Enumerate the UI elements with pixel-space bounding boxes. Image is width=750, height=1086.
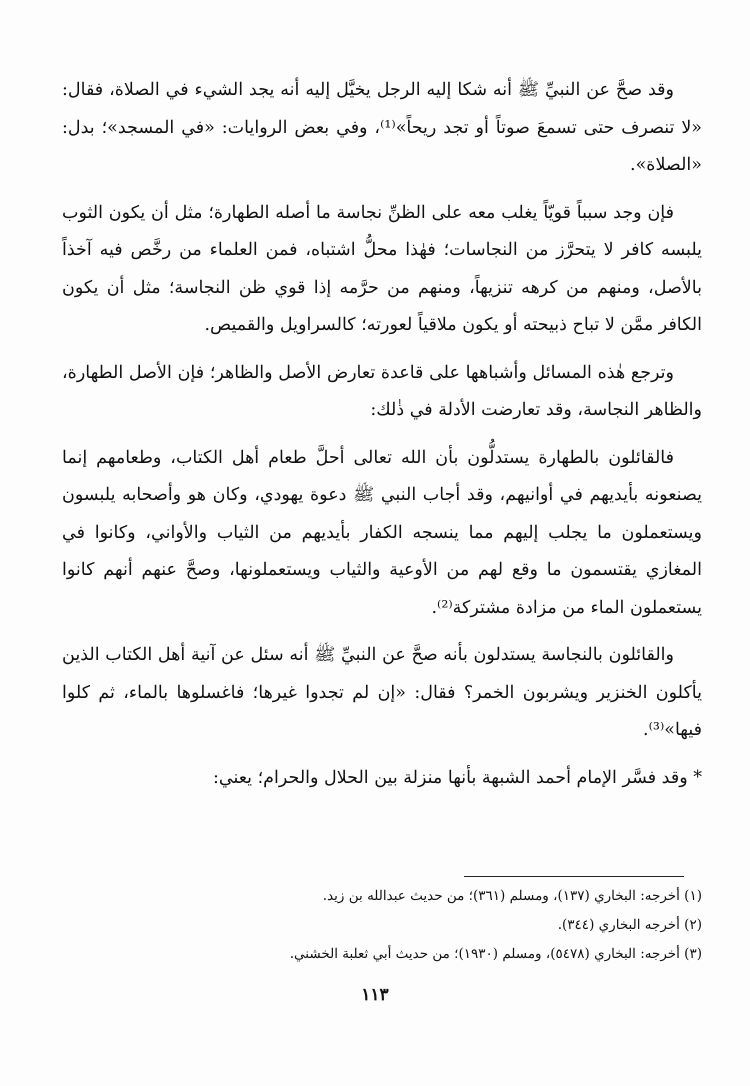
paragraph-2: فإن وجد سبباً قويّاً يغلب معه على الظنِّ نجاسة ما أصله الطهارة؛ مثل أن يكون الثوب يلبسه كافر لا يتحرَّز من النجاسات؛ فهٰذا محلُّ اشتباه، فمن العلماء من رخَّص فيه آخذاً بالأصل، ومنهم من كرهه تنزيهاً، ومنهم من حرَّمه إذا قوي ظن النجاسة؛ مثل أن يكون الكافر ممَّن لا تباح ذبيحته أو يكون ملاقياً لعورته؛ كالسراويل والقميص. [62, 202, 703, 335]
footnote-3: (٣) أخرجه: البخاري (٥٤٧٨)، ومسلم (١٩٣٠)؛ من حديث أبي ثعلبة الخشني. [289, 946, 702, 962]
main-text [62, 72, 702, 797]
page-number: ١١٣ [361, 985, 389, 1005]
paragraph-5: والقائلون بالنجاسة يستدلون بأنه صحَّ عن النبيِّ ﷺ أنه سئل عن آنية أهل الكتاب الذين يأكلون الخنزير ويشربون الخمر؟ فقال: «إن لم تجدوا غيرها؛ فاغسلوها بالماء، ثم كلوا فيها»⁽³⁾. [62, 645, 702, 740]
footnotes [62, 882, 702, 969]
footnote-divider [464, 876, 684, 877]
paragraph-4: فالقائلون بالطهارة يستدلُّون بأن الله تعالى أحلَّ طعام أهل الكتاب، وطعامهم إنما يصنعونه بأيديهم في أوانيهم، وقد أجاب النبي ﷺ دعوة يهودي، وكان هو وأصحابه يلبسون ويستعملون ما يجلب إليهم مما ينسجه الكفار بأيديهم من الثياب والأواني، وكانوا في المغازي يقتسمون ما وقع لهم من الأوعية والثياب ويستعملونها، وصحَّ عنهم أنهم كانوا يستعملون الماء من مزادة مشتركة⁽²⁾. [62, 447, 702, 618]
footnote-1: (١) أخرجه: البخاري (١٣٧)، ومسلم (٣٦١)؛ من حديث عبدالله بن زيد. [322, 888, 702, 904]
paragraph-3: وترجع هٰذه المسائل وأشباهها على قاعدة تعارض الأصل والظاهر؛ فإن الأصل الطهارة، والظاهر النجاسة، وقد تعارضت الأدلة في ذٰلك: [62, 362, 702, 420]
footnote-2: (٢) أخرجه البخاري (٣٤٤). [557, 917, 702, 933]
closing-line: * وقد فسَّر الإمام أحمد الشبهة بأنها منزلة بين الحلال والحرام؛ يعني: [212, 767, 702, 788]
paragraph-1: وقد صحَّ عن النبيِّ ﷺ أنه شكا إليه الرجل يخيَّل إليه أنه يجد الشيء في الصلاة، فقال: «لا تنصرف حتى تسمعَ صوتاً أو تجد ريحاً»⁽¹⁾، وفي بعض الروايات: «في المسجد»؛ بدل: «الصلاة». [62, 80, 703, 175]
